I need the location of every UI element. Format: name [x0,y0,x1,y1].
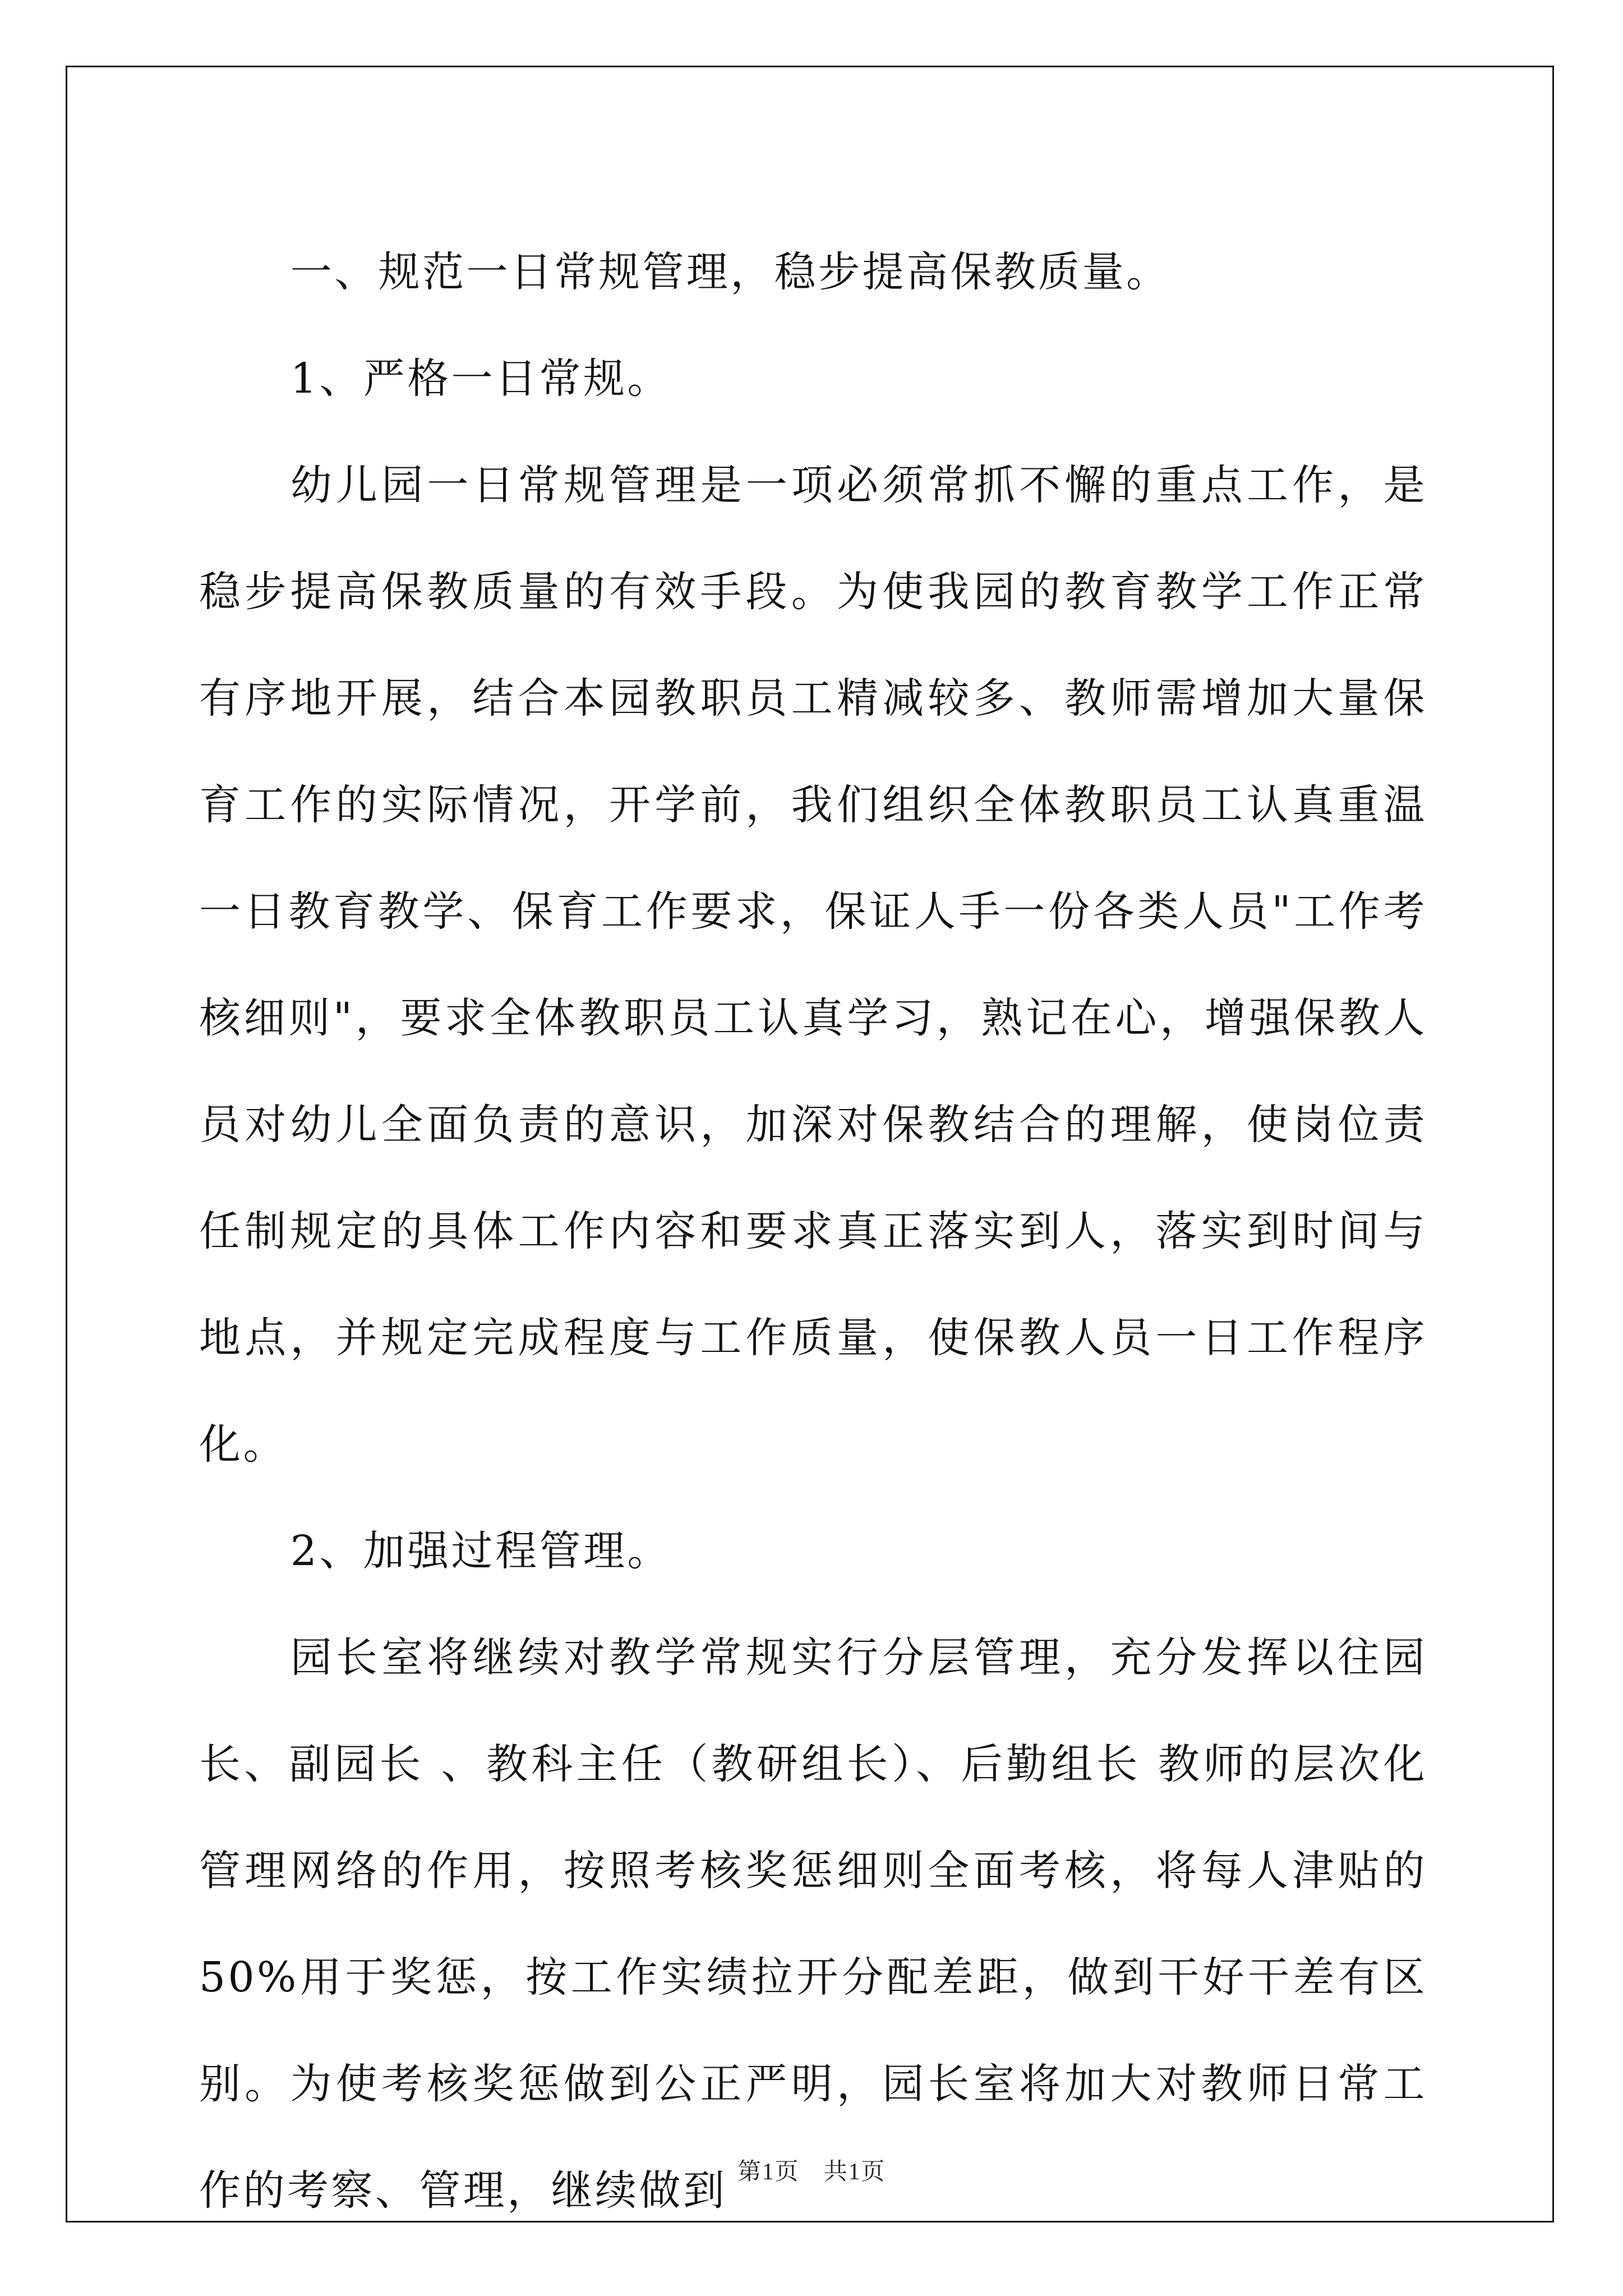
page-footer: 第1页 共1页 [737,2159,886,2185]
section-heading: 一、规范一日常规管理，稳步提高保教质量。 [290,248,1170,296]
subsection-heading: 2、加强过程管理。 [290,1527,671,1575]
body-paragraph: 园长室将继续对教学常规实行分层管理，充分发挥以往园长、副园长 、教科主任（教研组长）、后勤组长 教师的层次化管理网络的作用，按照考核奖惩细则全面考核，将每人津贴的50%用于奖惩，按工作实绩拉开分配差距，做到干好干差有区别。为使考核奖惩做到公正严明，园长室将加大对教师日常工作的考察、管理，继续做到 [199,1634,1427,2215]
subsection-heading: 1、严格一日常规。 [290,355,671,403]
document-body [199,219,1427,2244]
body-paragraph: 幼儿园一日常规管理是一项必须常抓不懈的重点工作，是稳步提高保教质量的有效手段。为使我园的教育教学工作正常有序地开展，结合本园教职员工精减较多、教师需增加大量保育工作的实际情况，开学前，我们组织全体教职员工认真重温一日教育教学、保育工作要求，保证人手一份各类人员"工作考核细则"，要求全体教职员工认真学习，熟记在心，增强保教人员对幼儿全面负责的意识，加深对保教结合的理解，使岗位责任制规定的具体工作内容和要求真正落实到人，落实到时间与地点，并规定完成程度与工作质量，使保教人员一日工作程序化。 [199,461,1427,1469]
